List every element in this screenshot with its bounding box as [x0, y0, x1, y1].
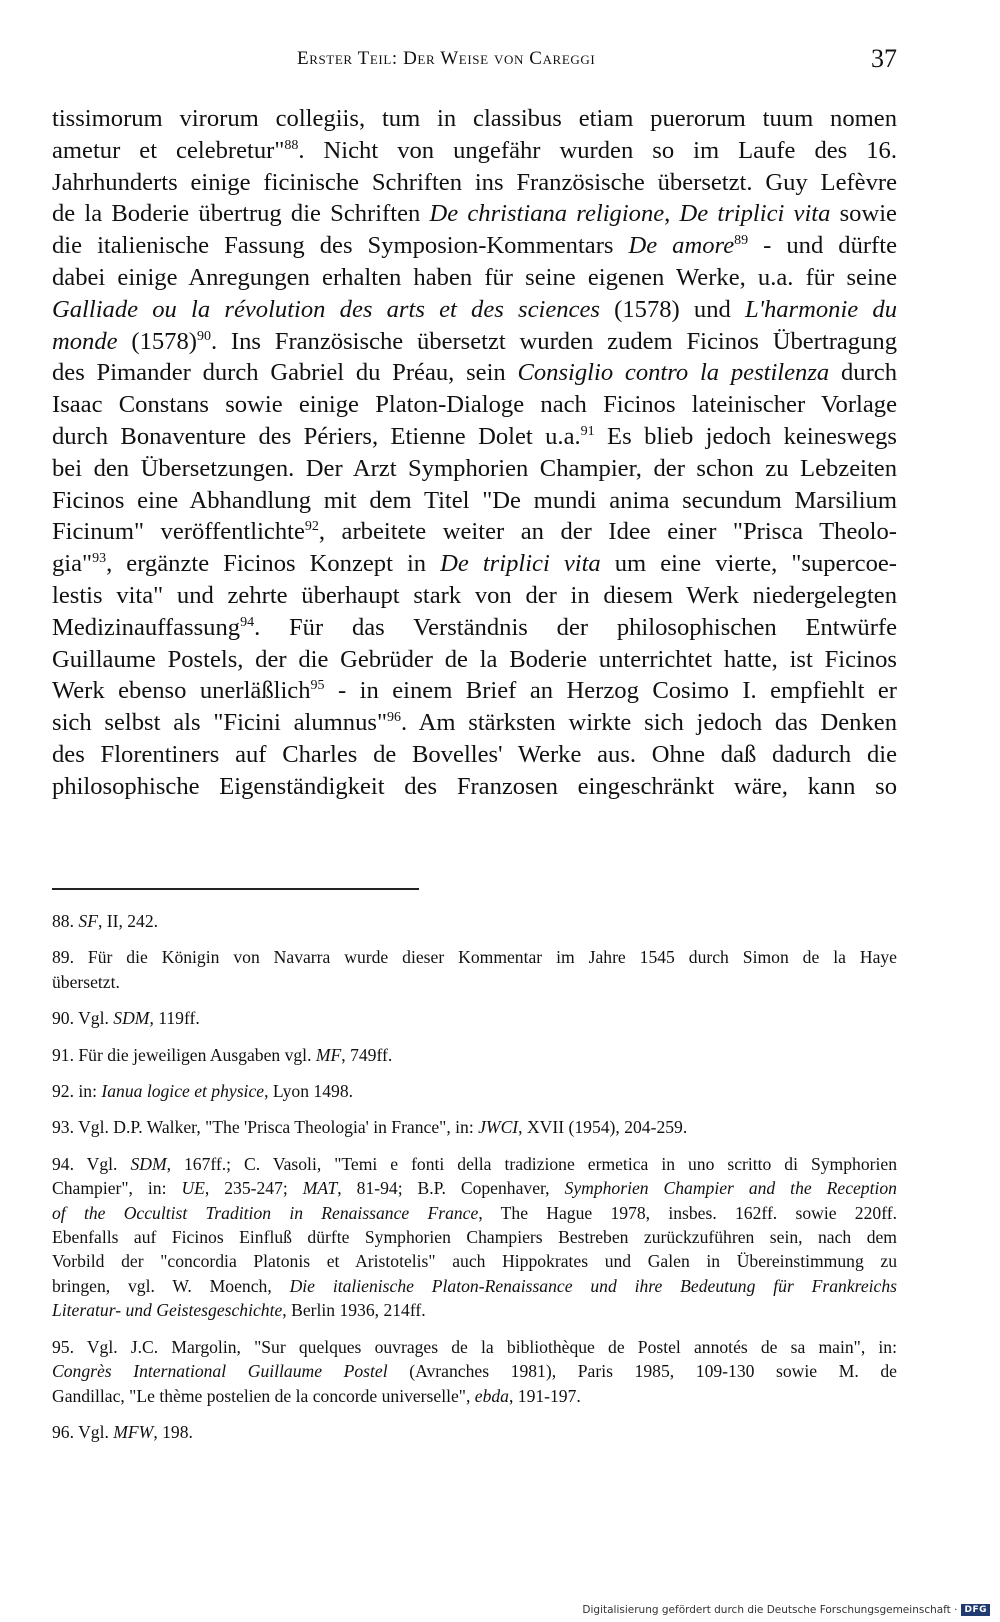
footnote-88: 88. SF, II, 242.: [52, 911, 159, 931]
text-line: philosophische Eigenständigkeit des Franzosen eingeschränkt wäre, kann so: [52, 772, 897, 800]
footnote-95: 95. Vgl. J.C. Margolin, "Sur quelques ouvrages de la bibliothèque de Postel annotés de sa main", in: Congrès International Guillaume Postel (Avranches 1981), Paris 1985, 109-130 sowie M. de Gandillac, "Le thème postelien de la concorde universelle", ebda, 191-197.: [52, 1336, 897, 1406]
text-line: Ficinum" veröffentlichte$^{92}$, arbeitete weiter an der Idee einer "Prisca Theolo-: [52, 518, 897, 546]
main-text: [52, 103, 897, 803]
footnote-91: 91. Für die jeweiligen Ausgaben vgl. MF, 749ff.: [52, 1044, 393, 1065]
footnote-ref: 89: [734, 233, 749, 249]
footnote-ref: 91: [580, 423, 595, 439]
footnote-90: 90. Vgl. SDM, 119ff.: [52, 1008, 200, 1029]
footnote-ref: 92: [304, 519, 319, 535]
text-line: tissimorum virorum collegiis, tum in classibus etiam puerorum tuum nomen: [52, 105, 897, 132]
text-line: durch Bonaventure des Périers, Etienne Dolet u.a.$^{91}$ Es blieb jedoch keineswegs: [52, 422, 897, 450]
footnotes: [52, 909, 897, 1456]
text-line: sich selbst als "Ficini alumnus"$^{96}$. Am stärksten wirkte sich jedoch das Denken: [52, 709, 897, 737]
text-line: Jahrhunderts einige ficinische Schriften ins Französische übersetzt. Guy Lefèvre: [52, 168, 897, 196]
text-line: bei den Übersetzungen. Der Arzt Symphorien Champier, der schon zu Lebzeiten: [52, 454, 897, 482]
text-line: ametur et celebretur"$^{88}$. Nicht von ungefähr wurden so im Laufe des 16.: [52, 136, 897, 164]
page-number: 37: [871, 44, 897, 73]
footnote-ref: 94: [240, 614, 255, 630]
text-line: Werk ebenso unerläßlich$^{95}$ - in einem Brief an Herzog Cosimo I. empfiehlt er: [52, 677, 897, 705]
footnote-ref: 88: [284, 137, 299, 153]
footnote-96: 96. Vgl. MFW, 198.: [52, 1421, 193, 1442]
footnote-ref: 96: [386, 710, 401, 726]
footnote-ref: 93: [92, 551, 107, 567]
text-line: des Florentiners auf Charles de Bovelles' Werke aus. Ohne daß dadurch die: [52, 740, 897, 768]
footnote-94: 94. Vgl. SDM, 167ff.; C. Vasoli, "Temi e fonti della tradizione ermetica in uno scritto di Symphorien Champier", in: UE, 235-247; MAT, 81-94; B.P. Copenhaver, Symphorien Champier and the Reception of the Occultist Tradition in Renaissance France, The Hague 1978, insbes. 162ff. sowie 220ff. Ebenfalls auf Ficinos Einfluß dürfte Symphorien Champiers Bestreben zurückzuführen sein, nach dem Vorbild der "concordia Platonis et Aristotelis" auch Hippokrates und Galen in Übereinstimmung zu bringen, vgl. W. Moench, Die italienische Platon-Renaissance und ihre Bedeutung für Frankreichs Literatur- und Geistesgeschichte, Berlin 1936, 214ff.: [52, 1153, 897, 1321]
text-line: die italienische Fassung des Symposion-Kommentars De amore$^{89}$ - und dürfte: [52, 232, 897, 260]
running-header: [52, 44, 897, 80]
text-line: des Pimander durch Gabriel du Préau, sein Consiglio contro la pestilenza durch: [52, 359, 897, 387]
credit-text: Digitalisierung gefördert durch die Deutsche Forschungsgemeinschaft ·: [582, 1604, 958, 1616]
footnote-ref: 90: [196, 328, 211, 344]
footnote-89: 89. Für die Königin von Navarra wurde dieser Kommentar im Jahre 1545 durch Simon de la Haye übersetzt.: [52, 947, 897, 992]
digitization-credit: [582, 1604, 990, 1616]
text-line: de la Boderie übertrug die Schriften De christiana religione, De triplici vita sowie: [52, 200, 897, 228]
text-line: monde $(1578)^{90}$. Ins Französische übersetzt wurden zudem Ficinos Übertragung: [52, 327, 897, 355]
footnote-92: 92. in: Ianua logice et physice, Lyon 1498.: [52, 1081, 354, 1102]
dfg-logo-icon: DFG: [961, 1604, 990, 1616]
text-line: gia"$^{93}$, ergänzte Ficinos Konzept in De triplici vita um eine vierte, "supercoe-: [52, 550, 897, 578]
text-line: Isaac Constans sowie einige Platon-Dialoge nach Ficinos lateinischer Vorlage: [52, 391, 897, 419]
text-line: lestis vita" und zehrte überhaupt stark von der in diesem Werk niedergelegten: [52, 581, 897, 609]
footnote-ref: 95: [310, 678, 325, 694]
footnote-divider: [52, 888, 419, 890]
footnote-93: 93. Vgl. D.P. Walker, "The 'Prisca Theologia' in France", in: JWCI, XVII (1954), 204-259.: [52, 1117, 688, 1138]
text-line: Galliade ou la révolution des arts et des sciences (1578) und L'harmonie du: [52, 295, 898, 323]
header-title: Erster Teil: Der Weise von Careggi: [297, 48, 596, 69]
text-line: Ficinos eine Abhandlung mit dem Titel "De mundi anima secundum Marsilium: [52, 486, 897, 514]
text-line: Guillaume Postels, der die Gebrüder de la Boderie unterrichtet hatte, ist Ficinos: [52, 645, 897, 673]
text-line: dabei einige Anregungen erhalten haben für seine eigenen Werke, u.a. für seine: [52, 263, 897, 291]
text-line: Medizinauffassung$^{94}$. Für das Verständnis der philosophischen Entwürfe: [52, 613, 897, 641]
